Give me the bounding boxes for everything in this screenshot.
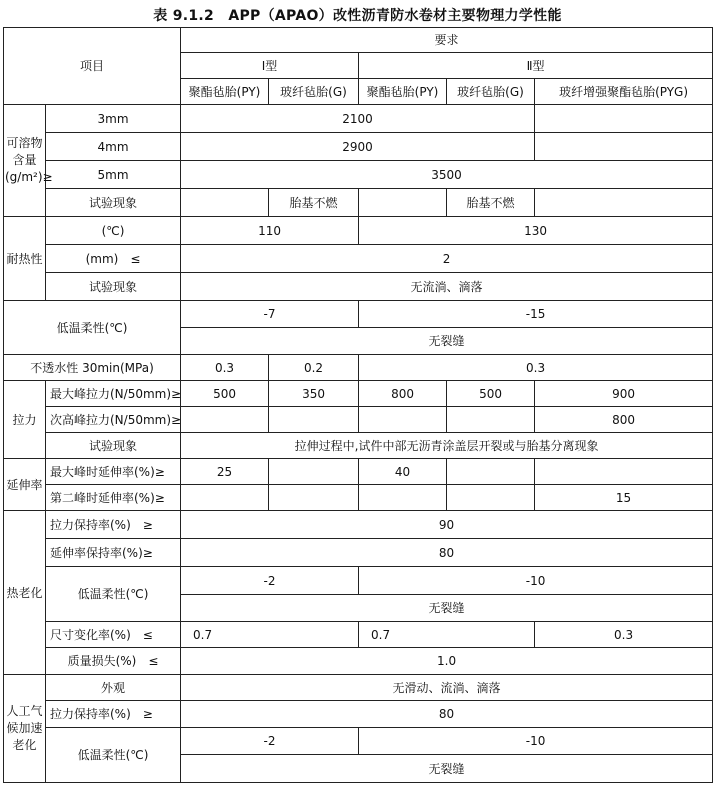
tensile-max-c3: 800 <box>359 381 447 407</box>
header-type2: Ⅱ型 <box>359 53 713 79</box>
water-type2: 0.3 <box>359 355 713 381</box>
weather-group-label: 人工气候加速老化 <box>4 675 46 783</box>
heat-phenomenon-label: 试验现象 <box>46 273 181 301</box>
elong-group-label: 延伸率 <box>4 459 46 511</box>
lowtemp-note: 无裂缝 <box>181 328 713 355</box>
weather-lowtemp-type1: -2 <box>181 728 359 755</box>
aging-mass-value: 1.0 <box>181 648 713 675</box>
tensile-group-label: 拉力 <box>4 381 46 459</box>
header-item: 项目 <box>4 28 181 105</box>
header-c2: 玻纤毡胎(G) <box>269 79 359 105</box>
aging-lowtemp-label: 低温柔性(℃) <box>46 567 181 622</box>
tensile-max-c1: 500 <box>181 381 269 407</box>
soluble-phenomenon-label: 试验现象 <box>46 189 181 217</box>
weather-lowtemp-type2: -10 <box>359 728 713 755</box>
elong-max-c3: 40 <box>359 459 447 485</box>
aging-lowtemp-note: 无裂缝 <box>181 595 713 622</box>
elong-second-label: 第二峰时延伸率(%)≥ <box>46 485 181 511</box>
aging-lowtemp-type1: -2 <box>181 567 359 595</box>
soluble-phenomenon-g1: 胎基不燃 <box>269 189 359 217</box>
tensile-max-label: 最大峰拉力(N/50mm)≥ <box>46 381 181 407</box>
lowtemp-label: 低温柔性(℃) <box>4 301 181 355</box>
header-requirement: 要求 <box>181 28 713 53</box>
water-c1: 0.3 <box>181 355 269 381</box>
weather-lowtemp-note: 无裂缝 <box>181 755 713 783</box>
aging-group-label: 热老化 <box>4 511 46 675</box>
tensile-max-c2: 350 <box>269 381 359 407</box>
elong-max-label: 最大峰时延伸率(%)≥ <box>46 459 181 485</box>
weather-tensile-label: 拉力保持率(%) ≥ <box>46 701 181 728</box>
heat-phenomenon-value: 无流淌、滴落 <box>181 273 713 301</box>
soluble-5mm-label: 5mm <box>46 161 181 189</box>
aging-tensile-label: 拉力保持率(%) ≥ <box>46 511 181 539</box>
water-c2: 0.2 <box>269 355 359 381</box>
soluble-4mm-label: 4mm <box>46 133 181 161</box>
header-c5: 玻纤增强聚酯毡胎(PYG) <box>535 79 713 105</box>
aging-mass-label: 质量损失(%) ≤ <box>46 648 181 675</box>
header-c4: 玻纤毡胎(G) <box>447 79 535 105</box>
heat-temp-type1: 110 <box>181 217 359 245</box>
table-title: 表 9.1.2 APP（APAO）改性沥青防水卷材主要物理力学性能 <box>153 8 562 24</box>
aging-size-type1: 0.7 <box>181 622 359 648</box>
weather-appearance-label: 外观 <box>46 675 181 701</box>
aging-elong-value: 80 <box>181 539 713 567</box>
aging-tensile-value: 90 <box>181 511 713 539</box>
properties-table <box>3 27 713 783</box>
tensile-phenomenon-value: 拉伸过程中,试件中部无沥青涂盖层开裂或与胎基分离现象 <box>181 433 713 459</box>
tensile-second-label: 次高峰拉力(N/50mm)≥ <box>46 407 181 433</box>
header-type1: Ⅰ型 <box>181 53 359 79</box>
soluble-3mm-value: 2100 <box>181 105 535 133</box>
aging-lowtemp-type2: -10 <box>359 567 713 595</box>
weather-lowtemp-label: 低温柔性(℃) <box>46 728 181 783</box>
soluble-group-label: 可溶物含量(g/m²)≥ <box>4 105 46 217</box>
lowtemp-type1: -7 <box>181 301 359 328</box>
soluble-phenomenon-g2: 胎基不燃 <box>447 189 535 217</box>
soluble-3mm-label: 3mm <box>46 105 181 133</box>
tensile-max-c4: 500 <box>447 381 535 407</box>
aging-size-pyg: 0.3 <box>535 622 713 648</box>
water-label: 不透水性 30min(MPa) <box>4 355 181 381</box>
aging-size-type2a: 0.7 <box>359 622 535 648</box>
heat-temp-type2: 130 <box>359 217 713 245</box>
heat-mm-label: (mm) ≤ <box>46 245 181 273</box>
lowtemp-type2: -15 <box>359 301 713 328</box>
tensile-max-c5: 900 <box>535 381 713 407</box>
soluble-4mm-value: 2900 <box>181 133 535 161</box>
tensile-phenomenon-label: 试验现象 <box>46 433 181 459</box>
tensile-second-c5: 800 <box>535 407 713 433</box>
heat-temp-label: (℃) <box>46 217 181 245</box>
aging-size-label: 尺寸变化率(%) ≤ <box>46 622 181 648</box>
weather-appearance-value: 无滑动、流淌、滴落 <box>181 675 713 701</box>
header-c1: 聚酯毡胎(PY) <box>181 79 269 105</box>
header-c3: 聚酯毡胎(PY) <box>359 79 447 105</box>
heat-group-label: 耐热性 <box>4 217 46 301</box>
elong-max-c1: 25 <box>181 459 269 485</box>
elong-second-c5: 15 <box>535 485 713 511</box>
aging-elong-label: 延伸率保持率(%)≥ <box>46 539 181 567</box>
heat-mm-value: 2 <box>181 245 713 273</box>
weather-tensile-value: 80 <box>181 701 713 728</box>
soluble-5mm-value: 3500 <box>181 161 713 189</box>
